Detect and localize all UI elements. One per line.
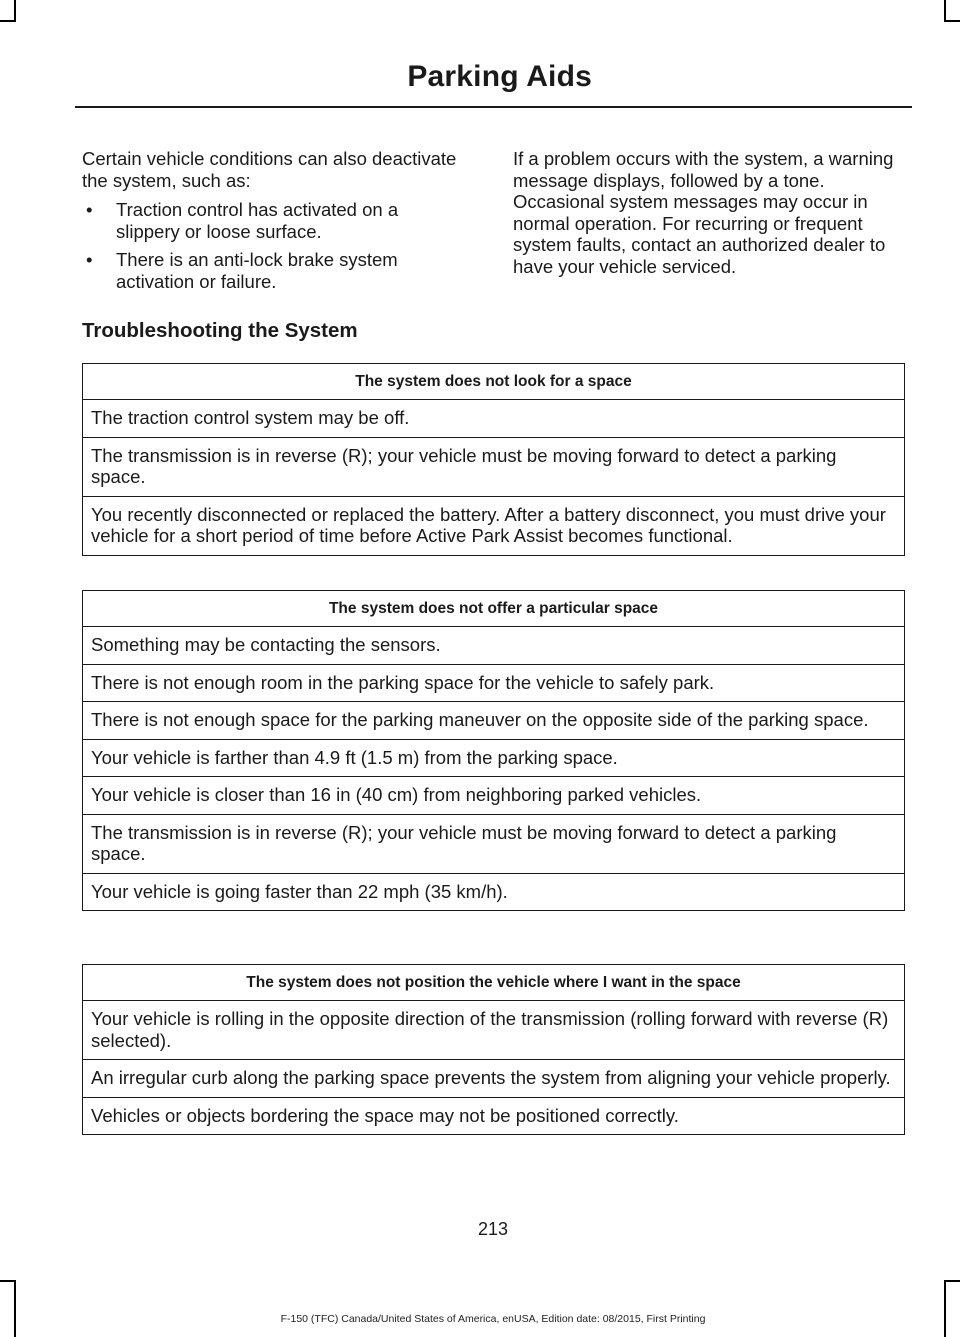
list-item xyxy=(82,199,462,242)
intro-paragraph: Certain vehicle conditions can also deactivate the system, such as: xyxy=(82,148,457,191)
table-header: The system does not position the vehicle where I want in the space xyxy=(83,965,905,1001)
table-row xyxy=(83,739,905,777)
left-column xyxy=(82,148,462,299)
table-row xyxy=(83,702,905,740)
troubleshooting-table-no-search xyxy=(82,363,905,556)
page-number: 213 xyxy=(477,1219,509,1239)
table-row xyxy=(83,400,905,438)
condition-list xyxy=(82,199,462,292)
table-row xyxy=(83,437,905,496)
table-row xyxy=(83,1060,905,1098)
table-row xyxy=(83,873,905,911)
right-column xyxy=(513,148,908,277)
table-cell: There is not enough space for the parking maneuver on the opposite side of the parking space. xyxy=(83,702,905,740)
list-item-text: There is an anti-lock brake system activation or failure. xyxy=(116,249,398,292)
table-cell: An irregular curb along the parking space prevents the system from aligning your vehicle properly. xyxy=(83,1060,905,1098)
table-row xyxy=(83,496,905,555)
crop-mark-top-left xyxy=(14,0,16,22)
table-row xyxy=(83,1001,905,1060)
table-cell: The transmission is in reverse (R); your vehicle must be moving forward to detect a parking space. xyxy=(83,437,905,496)
table-header: The system does not look for a space xyxy=(83,364,905,400)
table-cell: Vehicles or objects bordering the space may not be positioned correctly. xyxy=(83,1097,905,1135)
table-cell: Something may be contacting the sensors. xyxy=(83,627,905,665)
crop-mark-top-right xyxy=(944,0,946,22)
section-heading: Troubleshooting the System xyxy=(82,319,358,342)
table-cell: Your vehicle is farther than 4.9 ft (1.5 m) from the parking space. xyxy=(83,739,905,777)
table-row xyxy=(83,777,905,815)
crop-mark-bottom-left-h xyxy=(0,1280,16,1282)
edition-footer: F-150 (TFC) Canada/United States of America, enUSA, Edition date: 08/2015, First Printing xyxy=(280,1313,706,1325)
table-row xyxy=(83,1097,905,1135)
crop-mark-bottom-right xyxy=(944,1280,946,1337)
list-item xyxy=(82,249,462,292)
crop-mark-top-right-h xyxy=(944,20,960,22)
table-cell: Your vehicle is going faster than 22 mph (35 km/h). xyxy=(83,873,905,911)
page-title: Parking Aids xyxy=(407,60,592,93)
bullet-icon: • xyxy=(86,249,93,270)
troubleshooting-table-position xyxy=(82,964,905,1135)
table-cell: The transmission is in reverse (R); your vehicle must be moving forward to detect a parking space. xyxy=(83,814,905,873)
crop-mark-top-left-h xyxy=(0,20,16,22)
crop-mark-bottom-left xyxy=(14,1280,16,1337)
table-cell: The traction control system may be off. xyxy=(83,400,905,438)
table-header: The system does not offer a particular space xyxy=(83,591,905,627)
warning-paragraph: If a problem occurs with the system, a warning message displays, followed by a tone. Occasional system messages may occur in normal operation. For recurring or frequent system faults, contact an authorized dealer to have your vehicle serviced. xyxy=(513,148,894,277)
list-item-text: Traction control has activated on a slippery or loose surface. xyxy=(116,199,399,242)
table-cell: Your vehicle is rolling in the opposite direction of the transmission (rolling forward with reverse (R) selected). xyxy=(83,1001,905,1060)
table-row xyxy=(83,814,905,873)
table-row xyxy=(83,627,905,665)
table-row xyxy=(83,664,905,702)
troubleshooting-table-no-offer xyxy=(82,590,905,911)
table-cell: Your vehicle is closer than 16 in (40 cm) from neighboring parked vehicles. xyxy=(83,777,905,815)
table-cell: There is not enough room in the parking space for the vehicle to safely park. xyxy=(83,664,905,702)
table-cell: You recently disconnected or replaced the battery. After a battery disconnect, you must drive your vehicle for a short period of time before Active Park Assist becomes functional. xyxy=(83,496,905,555)
bullet-icon: • xyxy=(86,199,93,220)
crop-mark-bottom-right-h xyxy=(944,1280,960,1282)
header-divider xyxy=(75,106,912,108)
